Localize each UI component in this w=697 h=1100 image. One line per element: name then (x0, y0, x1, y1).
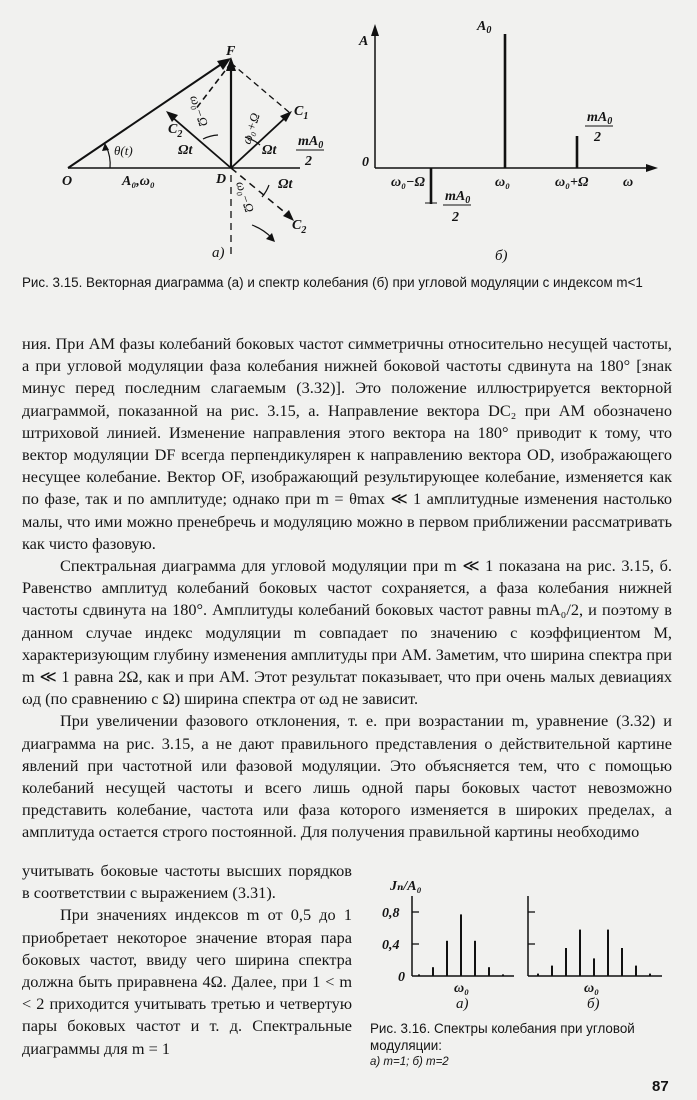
paragraph-1: ния. При АМ фазы колебаний боковых частот симметричны относительно несущей частоты, а при угловой модуляции фаза колебания нижней боковой частоты сдвинута на 180° [знак минус перед последним слагаемым (3.32)]. Это положение иллюстрируется векторной диаграммой, показанной на рис. 3.15, а. Направление вектора DC₂ при АМ обозначено штриховой линией. Изменение направления этого вектора на 180° приводит к тому, что вектор модуляции DF всегда перпендикулярен к направлению вектора OD, изображающего несущее колебание. Вектор OF, изображающий результирующее колебание, изменяется как по фазе, так и по амплитуде; однако при m = θmax ≪ 1 амплитудные изменения настолько малы, что ими можно пренебречь и модуляцию можно в первом приближении рассматривать как чисто фазовую. (22, 334, 672, 553)
figure-3-15a-vector-diagram (40, 25, 360, 270)
label-C2-lower-sub: 2 (301, 225, 307, 236)
label-upper-num-sub: 0 (607, 116, 613, 127)
svg-text:mA0 (445, 189, 470, 206)
paragraph-3: При увеличении фазового отклонения, т. е. при возрастании m, уравнение (3.32) и диаграмма на рис. 3.15, а не дают правильного представления о действительной картине явлений при частотной или фазовой модуляции. Это объясняется тем, что с помощью колебаний несущей частоты и всего лишь одной пары боковых частот невозможно представить колебание, частота или фаза которого изменяется в широких пределах, а амплитуда остается строго постоянной. Для получения правильной картины необходимо (22, 711, 672, 842)
main-text (22, 333, 672, 844)
label-omega-t-left: Ωt (178, 143, 193, 158)
svg-text:mA0 (298, 134, 323, 151)
y-axis-label: Jₙ/A₀ (390, 879, 422, 894)
label-omega-t-right: Ωt (262, 143, 277, 158)
left-column-text (22, 860, 352, 1060)
figure-3-16-caption (370, 1020, 680, 1071)
label-w0-minus-lower: ω₀−Ω (233, 179, 258, 215)
y-tick-0: 0 (398, 970, 405, 985)
label-mA0-den: 2 (305, 154, 312, 169)
label-upper-num: mA (587, 110, 608, 125)
panel-label-316a: а) (456, 996, 469, 1012)
paragraph-4: При значениях индексов m от 0,5 до 1 приобретает некоторое значение вторая пара боковых частот, ввиду чего ширина спектра должна быть приравнена 4Ω. Далее, при 1 < m < 2 приходится учитывать третью и четвертую пары боковых частот и т. д. Спектральные диаграммы для m = 1 (22, 905, 352, 1058)
freq-label-b: ω₀ (584, 981, 600, 996)
label-right-freq: ω₀+Ω (555, 175, 589, 190)
chart-b-bars (538, 930, 650, 976)
label-C2-lower: C (292, 218, 302, 233)
label-lower-num: mA (445, 189, 466, 204)
label-D: D (216, 172, 227, 187)
label-C2-upper: C (168, 122, 178, 137)
label-w0-plus: ω₀+Ω (238, 110, 263, 146)
label-lower-num-sub: 0 (465, 195, 471, 206)
figure-3-16-caption-sub: а) m=1; б) m=2 (370, 1056, 449, 1068)
label-A0: A (477, 19, 487, 34)
page-number: 87 (652, 1078, 669, 1095)
paragraph-3-tail: учитывать боковые частоты высших порядков в соответствии с выражением (3.31). (22, 861, 352, 903)
label-F: F (226, 44, 236, 59)
svg-text:A0 (476, 19, 491, 36)
label-A0-sub: 0 (486, 25, 492, 36)
label-lower-den: 2 (452, 210, 459, 225)
label-omega: ω (623, 175, 634, 190)
paragraph-2: Спектральная диаграмма для угловой модуляции при m ≪ 1 показана на рис. 3.15, б. Равенство амплитуд колебаний боковых частот сохраняется, а фаза колебания нижней частоты сдвинута на 180°. Амплитуды колебаний боковых частот равны mA₀/2, и поэтому в данном случае индекс модуляции m совпадает по значению с коэффициентом M, характеризующим глубину изменения амплитуды при АМ. Заметим, что ширина спектра при m ≪ 1 равна 2Ω, как и при АМ. Этот результат показывает, что при очень малых девиациях ωд (по сравнению с Ω) ширина спектра от ωд не зависит. (22, 556, 672, 709)
label-C1-sub: 1 (303, 111, 309, 122)
label-center-freq: ω₀ (495, 175, 511, 190)
axis-label-A: A (359, 34, 369, 49)
figure-3-16-spectra (362, 868, 682, 1018)
label-omega-t-lower: Ωt (278, 177, 293, 192)
freq-label-a: ω₀ (454, 981, 470, 996)
y-tick-0-4: 0,4 (382, 938, 400, 953)
label-theta: θ(t) (114, 143, 133, 158)
chart-a-bars (419, 914, 503, 976)
label-left-freq: ω₀−Ω (391, 175, 425, 190)
svg-text:mA0 (587, 110, 612, 127)
figure-3-15-caption: Рис. 3.15. Векторная диаграмма (а) и спектр колебания (б) при угловой модуляции с индексом m<1 (22, 275, 643, 290)
label-w0-minus-upper: ω₀−Ω (187, 93, 212, 129)
label-mA0-num-sub: 0 (318, 140, 324, 151)
label-zero: 0 (362, 155, 369, 170)
panel-label-a: а) (212, 245, 225, 261)
panel-label-316b: б) (587, 996, 600, 1012)
label-O: O (62, 174, 73, 189)
panel-label-b: б) (495, 248, 508, 264)
label-mA0-num: mA (298, 134, 319, 149)
label-C2-upper-sub: 2 (177, 129, 183, 140)
y-tick-0-8: 0,8 (382, 906, 400, 921)
figure-3-16-caption-main: Рис. 3.16. Спектры колебания при угловой модуляции: (370, 1021, 635, 1053)
label-upper-den: 2 (594, 130, 601, 145)
figure-3-15b-spectrum (355, 10, 675, 270)
label-axis-A0-w0: A₀,ω₀ (122, 174, 155, 189)
svg-text:C1 (294, 104, 308, 122)
label-C1: C (294, 104, 304, 119)
svg-text:C2 (292, 218, 306, 236)
